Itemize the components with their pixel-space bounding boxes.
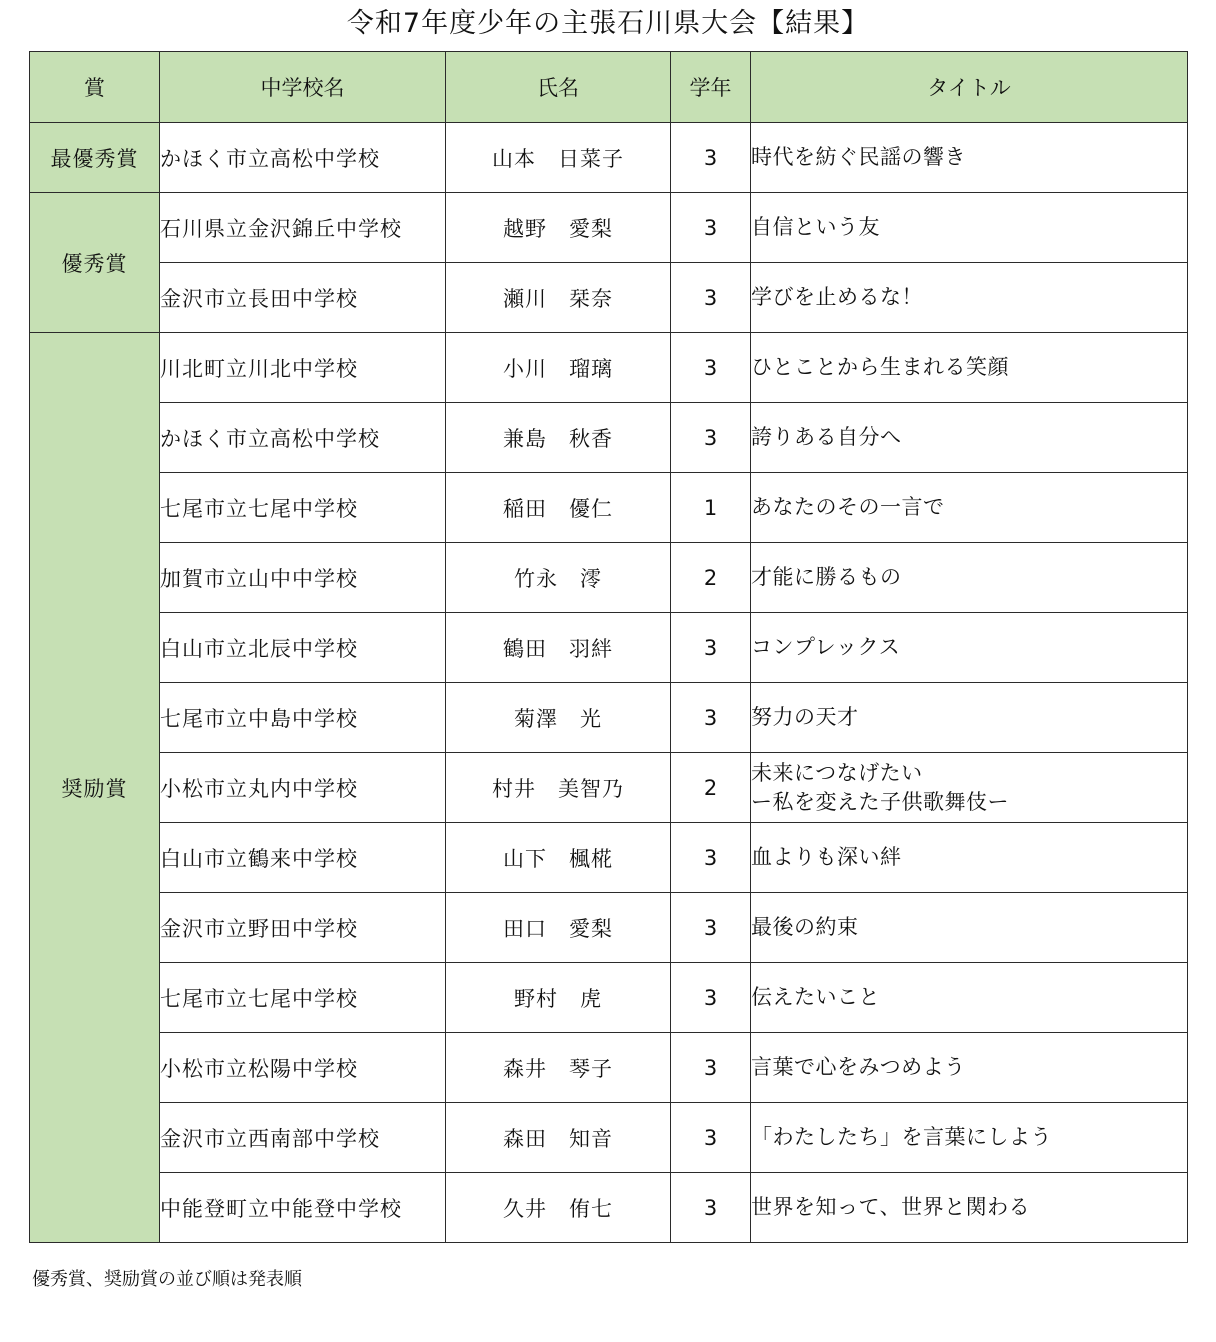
student-name-cell: 菊澤 光 — [446, 683, 671, 753]
grade-cell: 3 — [671, 963, 751, 1033]
grade-cell: 3 — [671, 333, 751, 403]
school-cell: 石川県立金沢錦丘中学校 — [160, 193, 446, 263]
table-row — [30, 263, 1188, 333]
speech-title-line: 学びを止めるな！ — [751, 285, 923, 309]
speech-title-cell — [751, 543, 1188, 613]
speech-title-cell — [751, 893, 1188, 963]
grade-cell: 2 — [671, 543, 751, 613]
school-cell: かほく市立高松中学校 — [160, 123, 446, 193]
speech-title-line: 「わたしたち」を言葉にしよう — [751, 1125, 1052, 1149]
speech-title-cell — [751, 1103, 1188, 1173]
school-cell: 七尾市立中島中学校 — [160, 683, 446, 753]
speech-title-line: 言葉で心をみつめよう — [751, 1055, 966, 1079]
results-table — [29, 51, 1188, 1243]
table-row — [30, 753, 1188, 823]
student-name-cell: 鶴田 羽絆 — [446, 613, 671, 683]
grade-cell: 3 — [671, 123, 751, 193]
student-name-cell: 野村 虎 — [446, 963, 671, 1033]
speech-title-line: 世界を知って、世界と関わる — [751, 1195, 1031, 1219]
speech-title-line: 未来につなげたい — [751, 760, 923, 785]
student-name-cell: 久井 侑七 — [446, 1173, 671, 1243]
table-row — [30, 403, 1188, 473]
school-cell: 七尾市立七尾中学校 — [160, 473, 446, 543]
table-row — [30, 1103, 1188, 1173]
table-row — [30, 823, 1188, 893]
school-cell: 七尾市立七尾中学校 — [160, 963, 446, 1033]
header-title: タイトル — [751, 52, 1188, 123]
table-row — [30, 473, 1188, 543]
table-header-row — [30, 52, 1188, 123]
footnote: 優秀賞、奨励賞の並び順は発表順 — [32, 1269, 302, 1290]
table-row — [30, 613, 1188, 683]
table-row — [30, 963, 1188, 1033]
school-cell: 白山市立鶴来中学校 — [160, 823, 446, 893]
grade-cell: 3 — [671, 403, 751, 473]
student-name-cell: 稲田 優仁 — [446, 473, 671, 543]
table-row — [30, 893, 1188, 963]
grade-cell: 1 — [671, 473, 751, 543]
speech-title-cell — [751, 753, 1188, 823]
grade-cell: 3 — [671, 1173, 751, 1243]
speech-title-line: 努力の天才 — [751, 705, 859, 729]
grade-cell: 3 — [671, 263, 751, 333]
speech-title-line: 時代を紡ぐ民謡の響き — [751, 145, 966, 169]
grade-cell: 2 — [671, 753, 751, 823]
student-name-cell: 瀬川 栞奈 — [446, 263, 671, 333]
award-encouragement: 奨励賞 — [30, 333, 160, 1243]
grade-cell: 3 — [671, 1033, 751, 1103]
speech-title-cell — [751, 963, 1188, 1033]
speech-title-cell — [751, 1033, 1188, 1103]
speech-title-cell — [751, 333, 1188, 403]
speech-title-line: 才能に勝るもの — [751, 565, 902, 589]
student-name-cell: 兼島 秋香 — [446, 403, 671, 473]
table-row — [30, 193, 1188, 263]
speech-title-cell — [751, 193, 1188, 263]
student-name-cell: 村井 美智乃 — [446, 753, 671, 823]
speech-title-line: 最後の約束 — [751, 915, 859, 939]
table-row — [30, 123, 1188, 193]
table-row — [30, 333, 1188, 403]
speech-title-line: 誇りある自分へ — [751, 425, 902, 449]
student-name-cell: 森井 琴子 — [446, 1033, 671, 1103]
grade-cell: 3 — [671, 683, 751, 753]
speech-title-line: 伝えたいこと — [751, 985, 880, 1009]
header-award: 賞 — [30, 52, 160, 123]
school-cell: 中能登町立中能登中学校 — [160, 1173, 446, 1243]
school-cell: 川北町立川北中学校 — [160, 333, 446, 403]
student-name-cell: 森田 知音 — [446, 1103, 671, 1173]
speech-title-cell — [751, 123, 1188, 193]
header-grade: 学年 — [671, 52, 751, 123]
header-name: 氏名 — [446, 52, 671, 123]
award-excellence: 優秀賞 — [30, 193, 160, 333]
table-row — [30, 543, 1188, 613]
school-cell: 小松市立丸内中学校 — [160, 753, 446, 823]
student-name-cell: 竹永 澪 — [446, 543, 671, 613]
header-school: 中学校名 — [160, 52, 446, 123]
school-cell: 小松市立松陽中学校 — [160, 1033, 446, 1103]
speech-title-line: あなたのその一言で — [751, 495, 945, 519]
school-cell: 白山市立北辰中学校 — [160, 613, 446, 683]
school-cell: 金沢市立野田中学校 — [160, 893, 446, 963]
speech-title-line: 自信という友 — [751, 215, 880, 239]
table-row — [30, 1033, 1188, 1103]
speech-title-cell — [751, 683, 1188, 753]
grade-cell: 3 — [671, 893, 751, 963]
school-cell: 金沢市立西南部中学校 — [160, 1103, 446, 1173]
student-name-cell: 山下 楓椛 — [446, 823, 671, 893]
student-name-cell: 山本 日菜子 — [446, 123, 671, 193]
student-name-cell: 田口 愛梨 — [446, 893, 671, 963]
speech-title-cell — [751, 613, 1188, 683]
table-row — [30, 683, 1188, 753]
school-cell: かほく市立高松中学校 — [160, 403, 446, 473]
page-title: 令和7年度少年の主張石川県大会【結果】 — [346, 8, 870, 39]
speech-title-cell — [751, 473, 1188, 543]
student-name-cell: 小川 瑠璃 — [446, 333, 671, 403]
speech-title-cell — [751, 1173, 1188, 1243]
speech-title-cell — [751, 403, 1188, 473]
grade-cell: 3 — [671, 193, 751, 263]
school-cell: 金沢市立長田中学校 — [160, 263, 446, 333]
table-row — [30, 1173, 1188, 1243]
speech-title-line: ひとことから生まれる笑顔 — [751, 355, 1009, 379]
speech-title-cell — [751, 263, 1188, 333]
school-cell: 加賀市立山中中学校 — [160, 543, 446, 613]
speech-subtitle-line: ー私を変えた子供歌舞伎ー — [751, 789, 1009, 814]
grade-cell: 3 — [671, 823, 751, 893]
award-grand-prize: 最優秀賞 — [30, 123, 160, 193]
speech-title-cell — [751, 823, 1188, 893]
speech-title-line: コンプレックス — [751, 635, 901, 659]
grade-cell: 3 — [671, 1103, 751, 1173]
speech-title-line: 血よりも深い絆 — [751, 845, 902, 869]
student-name-cell: 越野 愛梨 — [446, 193, 671, 263]
grade-cell: 3 — [671, 613, 751, 683]
